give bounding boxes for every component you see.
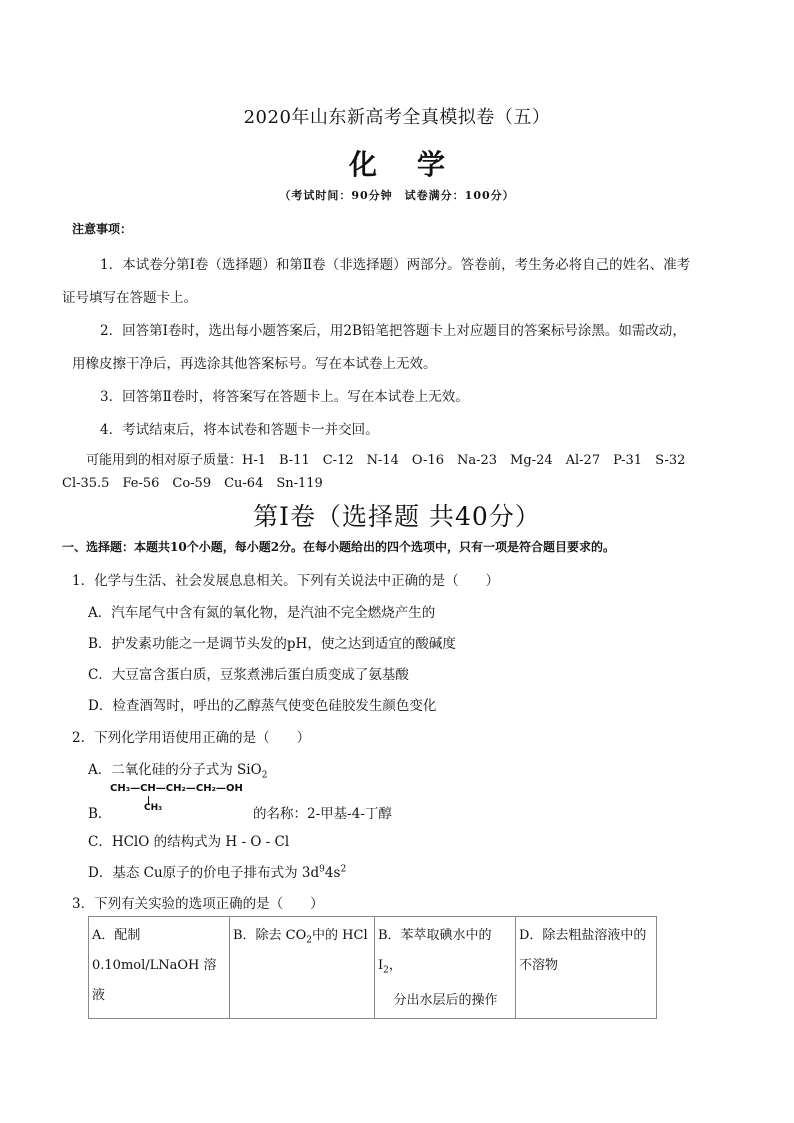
note-2-line-1: 2．回答第Ⅰ卷时，选出每小题答案后，用2B铅笔把答题卡上对应题目的答案标号涂黑。如需改动， bbox=[100, 323, 686, 339]
question-2-stem: 2．下列化学用语使用正确的是（ ） bbox=[72, 730, 311, 746]
question-1-option-d: D．检查酒驾时，呼出的乙醇蒸气使变色硅胶发生颜色变化 bbox=[88, 698, 437, 714]
question-3-option-c-line-1 bbox=[378, 921, 513, 986]
question-2-option-a bbox=[88, 758, 267, 781]
question-2-option-d-text-2: 4s bbox=[324, 865, 341, 881]
question-2-option-b-text: 的名称：2-甲基-4-丁醇 bbox=[253, 806, 392, 822]
question-2-option-a-subscript: 2 bbox=[261, 770, 268, 781]
section-title: 第Ⅰ卷（选择题 共40分） bbox=[253, 502, 541, 531]
note-1-line-2: 证号填写在答题卡上。 bbox=[62, 290, 197, 306]
note-1-line-1: 1．本试卷分第Ⅰ卷（选择题）和第Ⅱ卷（非选择题）两部分。答卷前，考生务必将自己的姓名、准考 bbox=[100, 257, 691, 273]
question-3-option-d-line-1: D．除去粗盐溶液中的 bbox=[519, 928, 647, 943]
subject-title: 化学 bbox=[348, 148, 485, 181]
question-2-option-a-text: A．二氧化硅的分子式为 SiO bbox=[88, 762, 262, 778]
question-3-stem: 3．下列有关实验的选项正确的是（ ） bbox=[72, 896, 324, 912]
question-3-option-b-line-1 bbox=[233, 921, 372, 956]
question-1-stem: 1．化学与生活、社会发展息息相关。下列有关说法中正确的是（ ） bbox=[72, 573, 500, 589]
exam-title: 2020年山东新高考全真模拟卷（五） bbox=[243, 107, 551, 128]
atomic-masses-line-2: Cl-35.5 Fe-56 Co-59 Cu-64 Sn-119 bbox=[62, 476, 323, 491]
question-1-option-c: C．大豆富含蛋白质，豆浆煮沸后蛋白质变成了氨基酸 bbox=[88, 667, 409, 683]
question-3-option-b-subscript: 2 bbox=[306, 935, 313, 946]
question-3-option-a-cell bbox=[89, 917, 230, 1019]
note-4: 4．考试结束后，将本试卷和答题卡一并交回。 bbox=[100, 422, 379, 438]
question-2-option-b-label: B． bbox=[88, 806, 112, 822]
section-instruction: 一、选择题：本题共10个小题，每小题2分。在每小题给出的四个选项中，只有一项是符合题目要求的。 bbox=[62, 540, 616, 554]
exam-meta: （考试时间：90分钟 试卷满分：100分） bbox=[279, 189, 515, 202]
note-2-line-2: 用橡皮擦干净后，再选涂其他答案标号。写在本试卷上无效。 bbox=[72, 356, 437, 372]
structural-formula-branch: CH₃ bbox=[144, 803, 163, 813]
question-3-options-table bbox=[88, 916, 657, 1019]
question-3-option-a-line-2: 0.10mol/LNaOH 溶液 bbox=[92, 958, 217, 1003]
question-3-option-d-cell bbox=[516, 917, 657, 1019]
question-3-option-c-pre: B．苯萃取碘水中的 I bbox=[378, 928, 492, 973]
question-2-option-d bbox=[88, 861, 346, 881]
structural-formula bbox=[110, 783, 250, 819]
question-3-option-c-post: ， bbox=[388, 958, 402, 973]
question-3-option-b-cell bbox=[230, 917, 375, 1019]
question-2-option-d-text-1: D．基态 Cu原子的价电子排布式为 3d bbox=[88, 865, 320, 881]
atomic-masses-line-1: 可能用到的相对原子质量：H-1 B-11 C-12 N-14 O-16 Na-23 Mg-24 Al-27 P-31 S-32 bbox=[86, 453, 686, 468]
structural-formula-main-chain: CH₃—CH—CH₂—CH₂—OH bbox=[110, 783, 243, 794]
question-3-option-c-line-2: 分出水层后的操作 bbox=[393, 992, 498, 1008]
question-3-option-b-post: 中的 HCl bbox=[312, 928, 368, 943]
question-3-option-a-line-1: A．配制 bbox=[92, 928, 141, 943]
question-2-option-c: C．HClO 的结构式为 H - O - Cl bbox=[88, 834, 290, 850]
question-3-option-b-pre: B．除去 CO bbox=[233, 928, 307, 943]
question-3-option-c-subscript: 2 bbox=[383, 965, 389, 976]
question-3-option-c-cell bbox=[375, 917, 516, 1019]
question-3-option-d-line-2: 不溶物 bbox=[519, 958, 559, 973]
note-3: 3．回答第Ⅱ卷时，将答案写在答题卡上。写在本试卷上无效。 bbox=[100, 389, 469, 405]
notes-heading: 注意事项： bbox=[72, 222, 133, 236]
question-2-option-d-sup-1: 9 bbox=[319, 864, 325, 875]
question-2-option-d-sup-2: 2 bbox=[340, 864, 347, 875]
question-1-option-b: B．护发素功能之一是调节头发的pH，使之达到适宜的酸碱度 bbox=[88, 636, 456, 652]
question-1-option-a: A．汽车尾气中含有氮的氧化物，是汽油不完全燃烧产生的 bbox=[88, 605, 436, 621]
